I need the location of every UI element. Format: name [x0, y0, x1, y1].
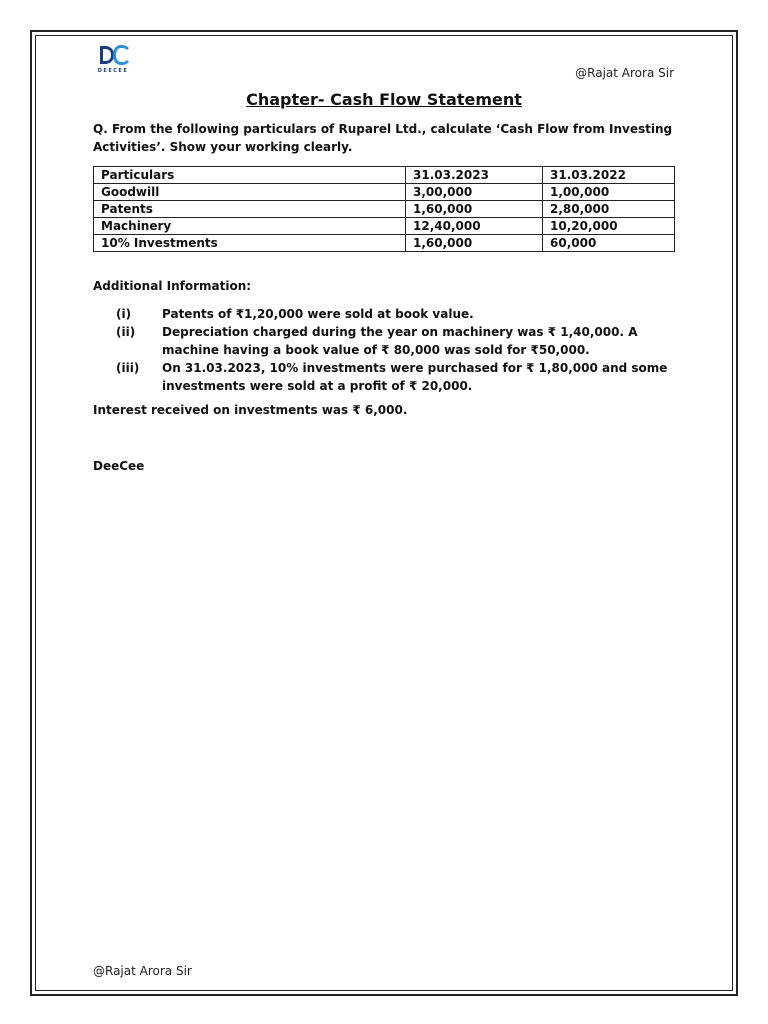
additional-info-heading: Additional Information: [93, 279, 252, 293]
question-text: Q. From the following particulars of Ruparel Ltd., calculate ‘Cash Flow from Investing Activities’. Show your working clearly. [93, 122, 673, 154]
table-row [94, 218, 675, 235]
list-item [116, 305, 676, 323]
list-item-number: (ii) [116, 325, 136, 339]
table-cell: 10% Investments [94, 235, 406, 252]
table-header-cell: 31.03.2023 [406, 167, 543, 184]
page-title: Chapter- Cash Flow Statement [246, 90, 522, 109]
table-row [94, 235, 675, 252]
table-cell: 12,40,000 [406, 218, 543, 235]
particulars-table [93, 166, 675, 252]
author-credit-top: @Rajat Arora Sir [575, 66, 674, 80]
author-credit-bottom: @Rajat Arora Sir [93, 964, 192, 978]
table-header-cell: Particulars [94, 167, 406, 184]
additional-info-list [116, 305, 676, 395]
table-cell: Patents [94, 201, 406, 218]
table-row [94, 201, 675, 218]
list-item [116, 359, 676, 395]
table-cell: 1,60,000 [406, 201, 543, 218]
list-item-text: Patents of ₹1,20,000 were sold at book value. [162, 307, 474, 321]
table-cell: 10,20,000 [543, 218, 675, 235]
interest-note: Interest received on investments was ₹ 6,000. [93, 403, 408, 417]
table-cell: 3,00,000 [406, 184, 543, 201]
table-cell: 2,80,000 [543, 201, 675, 218]
logo-text: DEECEE [97, 68, 129, 74]
table-cell: Goodwill [94, 184, 406, 201]
signature-text: DeeCee [93, 459, 145, 473]
list-item-text: On 31.03.2023, 10% investments were purchased for ₹ 1,80,000 and some investments were sold at a profit of ₹ 20,000. [162, 361, 668, 393]
table-cell: Machinery [94, 218, 406, 235]
list-item-number: (i) [116, 307, 132, 321]
table-row [94, 184, 675, 201]
table-cell: 1,00,000 [543, 184, 675, 201]
table-header-row [94, 167, 675, 184]
table-header-cell: 31.03.2022 [543, 167, 675, 184]
list-item-number: (iii) [116, 361, 140, 375]
table-cell: 60,000 [543, 235, 675, 252]
table-cell: 1,60,000 [406, 235, 543, 252]
list-item-text: Depreciation charged during the year on machinery was ₹ 1,40,000. A machine having a book value of ₹ 80,000 was sold for ₹50,000. [162, 325, 638, 357]
list-item [116, 323, 676, 359]
